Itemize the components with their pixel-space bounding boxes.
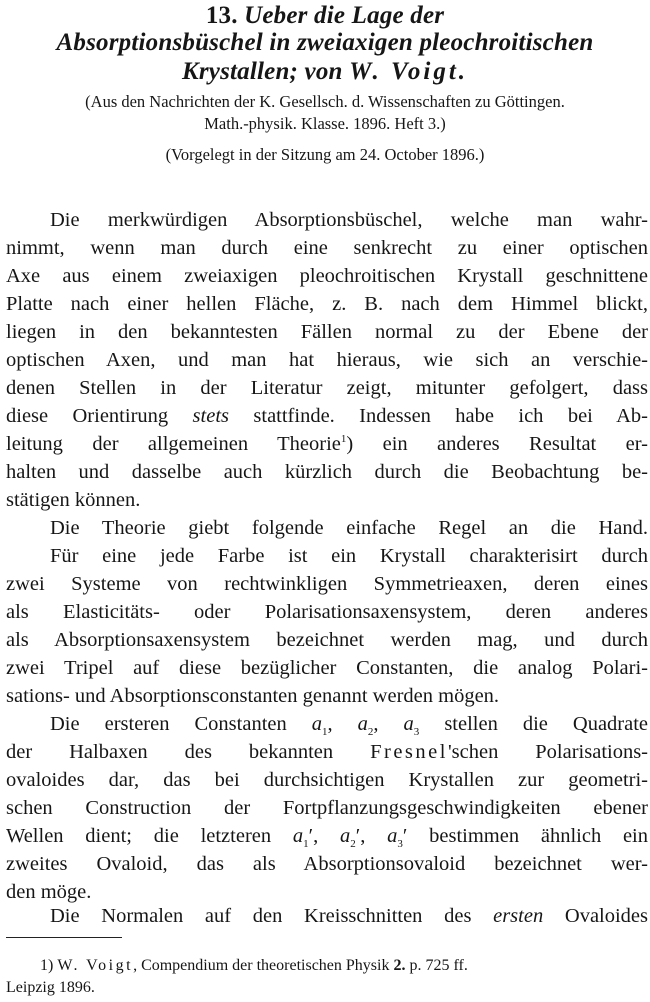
body-line: den möge. [6,881,92,903]
body-line: zwei Tripel auf diese bezüglicher Constanten, die analog Polari- [6,657,648,679]
symbol-a3: $a_3$ [403,713,420,739]
emphasis-ersten: ersten [493,905,544,927]
footnote-marker: 1) [40,957,54,974]
body-line: Die ersteren Constanten $a_1$, $a_2$, $a_3$ stellen die Quadrate [50,713,649,739]
symbol-a1-prime: $a_1'$, [292,825,319,851]
body-line: Platte nach einer hellen Fläche, z. B. nach dem Himmel blickt, [6,293,648,315]
body-line: optischen Axen, und man hat hieraus, wie sich an verschie- [6,349,648,371]
symbol-a3-prime: $a_3'$ [387,825,408,851]
body-line: schen Construction der Fortpflanzungsgeschwindigkeiten ebener [6,797,648,819]
footnote-line-2: Leipzig 1896. [6,979,95,996]
body-line: ovaloides dar, das bei durchsichtigen Krystallen zur geometri- [6,769,648,791]
footnote-author: W. Voigt [57,957,134,974]
body-line: Die Normalen auf den Kreisschnitten des ersten Ovaloides [50,905,649,927]
symbol-a1: $a_1$, [311,713,333,739]
body-line: zweites Ovaloid, das als Absorptionsovaloid bezeichnet wer- [6,853,648,875]
source-line-1: (Aus den Nachrichten der K. Gesellsch. d. Wissenschaften zu Göttingen. [85,92,565,111]
body-line: leitung der allgemeinen Theorie$^1$) ein anderes Resultat er- [6,433,648,455]
article-title-line-3 [0,56,650,88]
body-line: Axe aus einem zweiaxigen pleochroitischen Krystall geschnittene [6,265,648,287]
body-line: denen Stellen in der Literatur zeigt, mitunter gefolgert, dass [6,377,648,399]
emphasis-stets: stets [192,405,229,427]
body-line: nimmt, wenn man durch eine senkrecht zu einer optischen [6,237,648,259]
presented-line: (Vorgelegt in der Sitzung am 24. October 1896.) [165,145,485,164]
source-line-2: Math.-physik. Klasse. 1896. Heft 3.) [204,114,446,133]
body-line: liegen in den bekanntesten Fällen normal zu der Ebene der [6,321,648,343]
footnote-volume: 2. [393,957,406,974]
footnote-ref: 1 [340,433,347,446]
footnote-divider [6,937,122,938]
body-line: der Halbaxen des bekannten Fresnel'schen Polarisations- [6,741,649,763]
article-title-line-2: Absorptionsbüschel in zweiaxigen pleochroitischen [56,29,594,56]
body-line: als Elasticitäts- oder Polarisationsaxensystem, deren anderes [6,601,648,623]
body-line: diese Orientirung stets stattfinde. Indessen habe ich bei Ab- [6,405,649,427]
name-fresnel: Fresnel [370,741,448,763]
body-line: Die Theorie giebt folgende einfache Regel an die Hand. [50,517,648,539]
footnote-line-1: 1) W. Voigt, Compendium der theoretischen Physik 2. p. 725 ff. [40,957,468,974]
body-line: Die merkwürdigen Absorptionsbüschel, welche man wahr- [50,209,648,231]
article-author: W. Voigt. [349,58,469,85]
body-line: Wellen dient; die letzteren $a_1'$, $a_2'$, $a_3'$ bestimmen ähnlich ein [6,825,649,851]
article-number: 13. [205,2,238,29]
title-part-1: Ueber die Lage der [244,2,445,29]
body-line: sations- und Absorptionsconstanten genannt werden mögen. [6,685,500,707]
body-line: halten und dasselbe auch kürzlich durch die Beobachtung be- [6,461,648,483]
body-line: stätigen können. [6,489,141,511]
body-line: Für eine jede Farbe ist ein Krystall charakterisirt durch [50,545,648,567]
symbol-a2: $a_2$, [357,713,379,739]
title-part-3: Krystallen; von [181,58,343,85]
symbol-a2-prime: $a_2'$, [340,825,366,851]
body-line: als Absorptionsaxensystem bezeichnet werden mag, und durch [6,629,648,651]
body-line: zwei Systeme von rechtwinkligen Symmetrieaxen, deren eines [6,573,648,595]
